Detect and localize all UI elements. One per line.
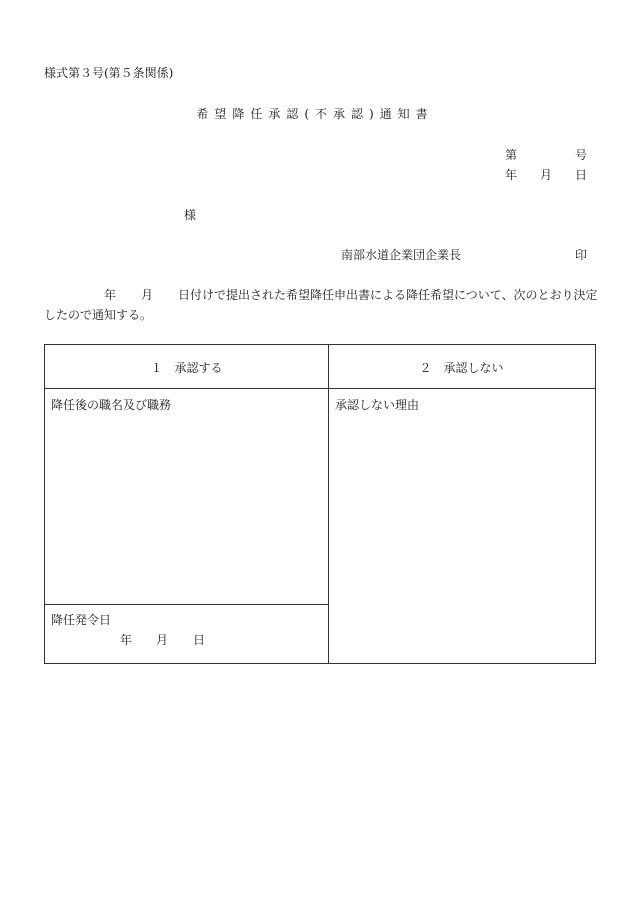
- disapprove-column-header: ２ 承認しない: [419, 361, 504, 375]
- demotion-date-month[interactable]: 月: [156, 633, 169, 647]
- header-divider: [45, 388, 595, 389]
- body-year: 年: [104, 288, 117, 302]
- issue-date-month: 月: [540, 168, 553, 182]
- form-number: 様式第３号(第５条関係): [44, 66, 174, 80]
- document-title: 希望降任承認(不承認)通知書: [196, 107, 434, 121]
- approve-column-header: １ 承認する: [150, 361, 223, 375]
- date-divider: [45, 604, 328, 605]
- post-demotion-title-field[interactable]: 降任後の職名及び職務: [51, 398, 172, 412]
- demotion-date-day[interactable]: 日: [193, 633, 206, 647]
- demotion-date-label: 降任発令日: [51, 613, 112, 627]
- issue-date-day: 日: [575, 168, 588, 182]
- demotion-date-year[interactable]: 年: [120, 633, 133, 647]
- decision-table: [44, 344, 596, 664]
- issuer-name: 南部水道企業団企業長: [341, 248, 462, 262]
- body-text: 日付けで提出された希望降任申出書による降任希望について、次のとおり決定: [178, 288, 598, 302]
- reference-number-prefix: 第: [505, 148, 518, 162]
- body-month: 月: [141, 288, 154, 302]
- reference-number-suffix: 号: [575, 148, 588, 162]
- body-text-line-2: したので通知する。: [44, 308, 153, 322]
- seal-mark: 印: [575, 248, 588, 262]
- column-divider: [328, 345, 329, 663]
- addressee-honorific: 様: [184, 208, 197, 222]
- issue-date-year: 年: [505, 168, 518, 182]
- disapproval-reason-field[interactable]: 承認しない理由: [335, 398, 420, 412]
